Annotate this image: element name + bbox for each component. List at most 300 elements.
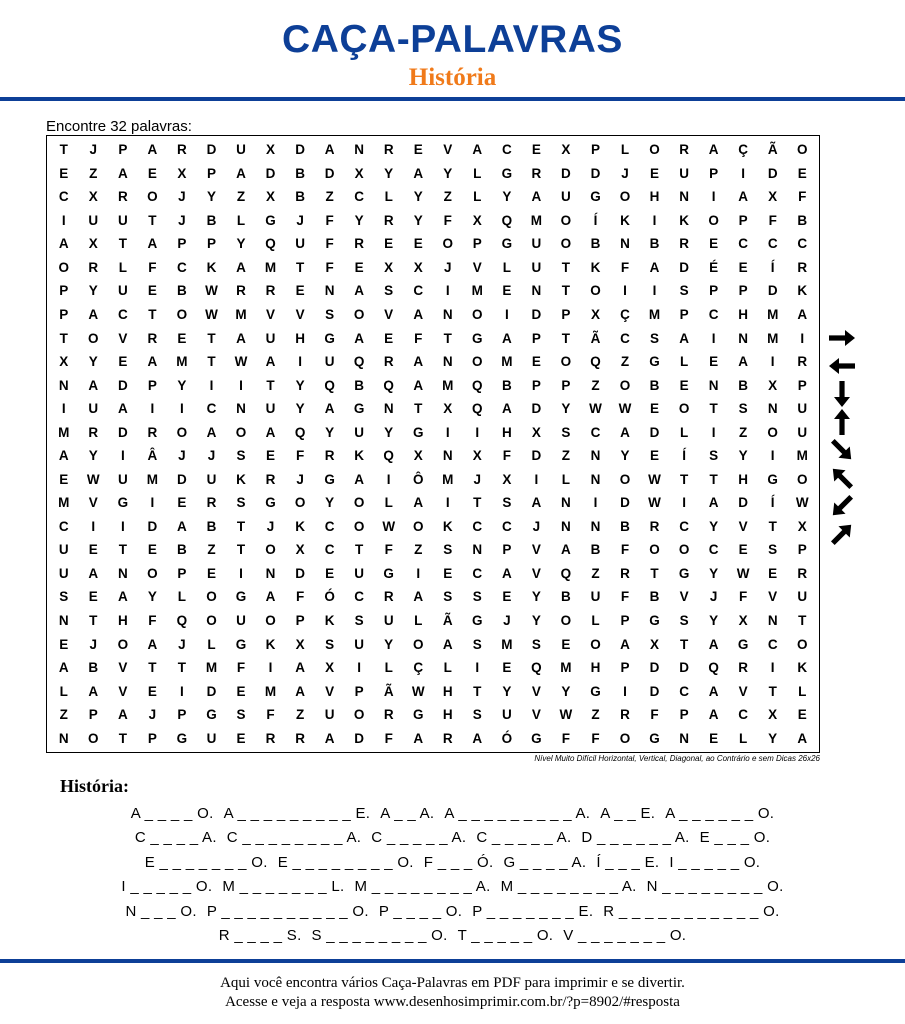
grid-letter[interactable]: Y bbox=[709, 613, 719, 629]
grid-letter[interactable]: A bbox=[88, 377, 99, 393]
grid-letter[interactable]: A bbox=[265, 424, 276, 440]
grid-letter[interactable]: Q bbox=[265, 236, 276, 252]
grid-letter[interactable]: E bbox=[561, 636, 571, 652]
grid-letter[interactable]: P bbox=[679, 307, 689, 323]
grid-letter[interactable]: M bbox=[530, 212, 542, 228]
grid-letter[interactable]: H bbox=[590, 660, 601, 676]
grid-letter[interactable]: C bbox=[354, 189, 365, 205]
grid-letter[interactable]: G bbox=[265, 495, 276, 511]
grid-letter[interactable]: S bbox=[236, 707, 246, 723]
grid-letter[interactable]: B bbox=[295, 165, 305, 181]
grid-letter[interactable]: D bbox=[649, 683, 660, 699]
grid-letter[interactable]: B bbox=[649, 589, 660, 605]
grid-letter[interactable]: X bbox=[88, 236, 98, 252]
grid-letter[interactable]: R bbox=[531, 165, 542, 181]
grid-letter[interactable]: A bbox=[236, 259, 246, 275]
grid-letter[interactable]: A bbox=[413, 589, 424, 605]
grid-letter[interactable]: F bbox=[325, 236, 334, 252]
grid-letter[interactable]: U bbox=[590, 589, 601, 605]
grid-letter[interactable]: A bbox=[708, 707, 719, 723]
grid-letter[interactable]: E bbox=[502, 283, 512, 299]
grid-letter[interactable]: B bbox=[206, 518, 217, 534]
grid-letter[interactable]: F bbox=[561, 730, 571, 746]
grid-letter[interactable]: E bbox=[147, 165, 157, 181]
grid-letter[interactable]: K bbox=[295, 518, 305, 534]
grid-letter[interactable]: O bbox=[796, 142, 808, 158]
grid-letter[interactable]: A bbox=[708, 495, 719, 511]
grid-letter[interactable]: P bbox=[531, 377, 541, 393]
grid-letter[interactable]: I bbox=[741, 165, 746, 181]
grid-letter[interactable]: T bbox=[59, 142, 68, 158]
grid-letter[interactable]: J bbox=[178, 189, 186, 205]
grid-letter[interactable]: T bbox=[118, 542, 127, 558]
grid-letter[interactable]: I bbox=[770, 448, 775, 464]
grid-letter[interactable]: Ã bbox=[767, 142, 778, 158]
grid-letter[interactable]: T bbox=[709, 471, 718, 487]
grid-letter[interactable]: I bbox=[416, 565, 421, 581]
grid-letter[interactable]: T bbox=[148, 212, 157, 228]
grid-letter[interactable]: I bbox=[770, 660, 775, 676]
grid-letter[interactable]: S bbox=[738, 401, 748, 417]
grid-letter[interactable]: V bbox=[679, 589, 689, 605]
grid-letter[interactable]: Y bbox=[561, 683, 571, 699]
grid-letter[interactable]: S bbox=[472, 589, 482, 605]
grid-letter[interactable]: T bbox=[473, 495, 482, 511]
grid-letter[interactable]: G bbox=[265, 212, 276, 228]
grid-letter[interactable]: O bbox=[176, 307, 188, 323]
grid-letter[interactable]: Y bbox=[88, 448, 98, 464]
grid-letter[interactable]: F bbox=[325, 259, 334, 275]
grid-letter[interactable]: A bbox=[708, 683, 719, 699]
grid-letter[interactable]: D bbox=[206, 142, 217, 158]
grid-letter[interactable]: N bbox=[590, 471, 601, 487]
grid-letter[interactable]: R bbox=[88, 424, 99, 440]
grid-letter[interactable]: H bbox=[649, 189, 660, 205]
grid-letter[interactable]: O bbox=[265, 542, 276, 558]
grid-letter[interactable]: S bbox=[325, 307, 335, 323]
grid-letter[interactable]: N bbox=[767, 613, 778, 629]
grid-letter[interactable]: S bbox=[679, 283, 689, 299]
grid-letter[interactable]: T bbox=[207, 330, 216, 346]
grid-letter[interactable]: X bbox=[590, 307, 600, 323]
grid-letter[interactable]: V bbox=[118, 330, 128, 346]
grid-letter[interactable]: X bbox=[443, 401, 453, 417]
grid-letter[interactable]: L bbox=[620, 142, 630, 158]
grid-letter[interactable]: X bbox=[59, 354, 69, 370]
grid-letter[interactable]: E bbox=[797, 707, 807, 723]
grid-letter[interactable]: G bbox=[472, 330, 483, 346]
grid-letter[interactable]: S bbox=[561, 424, 571, 440]
grid-letter[interactable]: A bbox=[265, 354, 276, 370]
grid-letter[interactable]: M bbox=[58, 424, 70, 440]
grid-letter[interactable]: L bbox=[384, 660, 393, 676]
grid-letter[interactable]: X bbox=[650, 636, 660, 652]
grid-letter[interactable]: A bbox=[236, 165, 246, 181]
grid-letter[interactable]: A bbox=[117, 707, 128, 723]
grid-letter[interactable]: W bbox=[589, 401, 602, 417]
grid-letter[interactable]: D bbox=[561, 165, 571, 181]
grid-letter[interactable]: A bbox=[236, 330, 246, 346]
grid-letter[interactable]: Z bbox=[591, 707, 600, 723]
grid-letter[interactable]: R bbox=[738, 660, 749, 676]
grid-letter[interactable]: G bbox=[501, 165, 513, 181]
grid-letter[interactable]: Q bbox=[560, 565, 572, 581]
grid-letter[interactable]: Y bbox=[88, 283, 98, 299]
grid-letter[interactable]: W bbox=[559, 707, 573, 723]
grid-letter[interactable]: R bbox=[620, 707, 630, 723]
grid-letter[interactable]: P bbox=[472, 236, 482, 252]
grid-letter[interactable]: S bbox=[531, 636, 541, 652]
grid-letter[interactable]: E bbox=[118, 354, 128, 370]
grid-letter[interactable]: O bbox=[560, 613, 572, 629]
grid-letter[interactable]: M bbox=[205, 660, 218, 676]
grid-letter[interactable]: V bbox=[88, 495, 98, 511]
grid-letter[interactable]: N bbox=[265, 565, 276, 581]
grid-letter[interactable]: N bbox=[58, 730, 69, 746]
grid-letter[interactable]: E bbox=[325, 565, 335, 581]
grid-letter[interactable]: R bbox=[206, 495, 217, 511]
grid-letter[interactable]: C bbox=[679, 518, 689, 534]
grid-letter[interactable]: D bbox=[679, 259, 689, 275]
grid-letter[interactable]: E bbox=[177, 330, 187, 346]
grid-letter[interactable]: B bbox=[177, 283, 187, 299]
grid-letter[interactable]: O bbox=[206, 589, 217, 605]
grid-letter[interactable]: G bbox=[649, 354, 660, 370]
grid-letter[interactable]: Ô bbox=[412, 471, 424, 487]
grid-letter[interactable]: X bbox=[413, 259, 423, 275]
grid-letter[interactable]: O bbox=[353, 307, 365, 323]
grid-letter[interactable]: J bbox=[178, 448, 186, 464]
grid-letter[interactable]: Y bbox=[295, 377, 305, 393]
grid-letter[interactable]: W bbox=[382, 518, 396, 534]
grid-letter[interactable]: P bbox=[709, 283, 719, 299]
grid-letter[interactable]: S bbox=[679, 613, 689, 629]
grid-letter[interactable]: U bbox=[354, 565, 365, 581]
grid-letter[interactable]: Y bbox=[709, 565, 719, 581]
grid-letter[interactable]: C bbox=[767, 236, 778, 252]
grid-letter[interactable]: A bbox=[501, 565, 512, 581]
grid-letter[interactable]: V bbox=[531, 565, 541, 581]
grid-letter[interactable]: P bbox=[502, 542, 512, 558]
grid-letter[interactable]: P bbox=[738, 212, 748, 228]
grid-letter[interactable]: A bbox=[708, 636, 719, 652]
grid-letter[interactable]: S bbox=[472, 636, 482, 652]
grid-letter[interactable]: Y bbox=[384, 636, 394, 652]
grid-letter[interactable]: O bbox=[442, 236, 454, 252]
grid-letter[interactable]: X bbox=[295, 542, 305, 558]
grid-letter[interactable]: P bbox=[59, 307, 69, 323]
grid-letter[interactable]: E bbox=[413, 142, 423, 158]
grid-letter[interactable]: Z bbox=[561, 448, 571, 464]
grid-letter[interactable]: G bbox=[324, 330, 335, 346]
grid-letter[interactable]: W bbox=[736, 565, 750, 581]
grid-letter[interactable]: U bbox=[354, 424, 365, 440]
grid-letter[interactable]: A bbox=[265, 589, 276, 605]
grid-letter[interactable]: A bbox=[413, 495, 424, 511]
grid-letter[interactable]: L bbox=[414, 613, 423, 629]
grid-letter[interactable]: O bbox=[88, 730, 99, 746]
grid-letter[interactable]: T bbox=[236, 518, 246, 534]
grid-letter[interactable]: E bbox=[531, 142, 541, 158]
grid-letter[interactable]: A bbox=[147, 354, 158, 370]
grid-letter[interactable]: Y bbox=[709, 518, 719, 534]
grid-letter[interactable]: M bbox=[235, 307, 247, 323]
grid-letter[interactable]: R bbox=[383, 589, 394, 605]
grid-letter[interactable]: F bbox=[591, 730, 600, 746]
grid-letter[interactable]: D bbox=[265, 165, 276, 181]
grid-letter[interactable]: T bbox=[355, 542, 364, 558]
grid-letter[interactable]: B bbox=[590, 236, 601, 252]
grid-letter[interactable]: O bbox=[590, 283, 601, 299]
grid-letter[interactable]: A bbox=[58, 448, 69, 464]
grid-letter[interactable]: N bbox=[679, 730, 689, 746]
grid-letter[interactable]: B bbox=[88, 660, 99, 676]
grid-letter[interactable]: S bbox=[325, 636, 335, 652]
grid-letter[interactable]: P bbox=[177, 707, 187, 723]
grid-letter[interactable]: E bbox=[59, 165, 69, 181]
grid-letter[interactable]: E bbox=[502, 660, 512, 676]
grid-letter[interactable]: D bbox=[117, 424, 128, 440]
grid-letter[interactable]: A bbox=[58, 236, 69, 252]
grid-letter[interactable]: T bbox=[561, 330, 571, 346]
grid-letter[interactable]: O bbox=[590, 636, 601, 652]
grid-letter[interactable]: D bbox=[177, 471, 187, 487]
grid-letter[interactable]: N bbox=[354, 142, 365, 158]
grid-letter[interactable]: A bbox=[88, 565, 99, 581]
grid-letter[interactable]: F bbox=[620, 259, 630, 275]
grid-letter[interactable]: O bbox=[353, 495, 365, 511]
grid-letter[interactable]: V bbox=[768, 589, 778, 605]
grid-letter[interactable]: O bbox=[117, 636, 129, 652]
grid-letter[interactable]: G bbox=[649, 613, 660, 629]
grid-letter[interactable]: Y bbox=[443, 165, 453, 181]
grid-letter[interactable]: R bbox=[117, 189, 128, 205]
grid-letter[interactable]: D bbox=[117, 377, 128, 393]
grid-letter[interactable]: C bbox=[58, 518, 69, 534]
grid-letter[interactable]: G bbox=[412, 424, 424, 440]
grid-letter[interactable]: I bbox=[180, 401, 184, 417]
grid-letter[interactable]: Z bbox=[414, 542, 423, 558]
grid-letter[interactable]: P bbox=[561, 307, 571, 323]
grid-letter[interactable]: B bbox=[177, 542, 187, 558]
grid-letter[interactable]: B bbox=[501, 377, 512, 393]
grid-letter[interactable]: S bbox=[236, 495, 246, 511]
grid-letter[interactable]: S bbox=[472, 707, 482, 723]
grid-letter[interactable]: R bbox=[177, 142, 187, 158]
grid-letter[interactable]: P bbox=[797, 542, 807, 558]
grid-letter[interactable]: I bbox=[268, 660, 273, 676]
grid-letter[interactable]: H bbox=[117, 613, 128, 629]
grid-letter[interactable]: Y bbox=[413, 212, 423, 228]
grid-letter[interactable]: E bbox=[266, 448, 276, 464]
grid-letter[interactable]: Ó bbox=[501, 730, 513, 746]
grid-letter[interactable]: U bbox=[236, 613, 246, 629]
grid-letter[interactable]: I bbox=[445, 283, 450, 299]
grid-letter[interactable]: E bbox=[650, 165, 660, 181]
grid-letter[interactable]: X bbox=[472, 448, 482, 464]
grid-letter[interactable]: O bbox=[560, 236, 572, 252]
grid-letter[interactable]: A bbox=[324, 142, 335, 158]
grid-letter[interactable]: E bbox=[88, 542, 98, 558]
grid-letter[interactable]: R bbox=[383, 707, 394, 723]
grid-letter[interactable]: N bbox=[58, 613, 69, 629]
grid-letter[interactable]: I bbox=[209, 377, 214, 393]
grid-letter[interactable]: G bbox=[324, 471, 335, 487]
grid-letter[interactable]: A bbox=[472, 730, 483, 746]
grid-letter[interactable]: C bbox=[708, 307, 719, 323]
grid-letter[interactable]: R bbox=[383, 354, 394, 370]
grid-letter[interactable]: I bbox=[298, 354, 302, 370]
grid-letter[interactable]: A bbox=[147, 636, 158, 652]
grid-letter[interactable]: O bbox=[649, 542, 660, 558]
grid-letter[interactable]: L bbox=[679, 424, 689, 440]
grid-letter[interactable]: V bbox=[531, 542, 541, 558]
grid-letter[interactable]: U bbox=[265, 401, 276, 417]
grid-letter[interactable]: T bbox=[148, 660, 157, 676]
grid-letter[interactable]: G bbox=[590, 683, 601, 699]
grid-letter[interactable]: F bbox=[443, 212, 452, 228]
grid-letter[interactable]: I bbox=[711, 424, 716, 440]
grid-letter[interactable]: Q bbox=[501, 212, 513, 228]
grid-letter[interactable]: O bbox=[767, 424, 778, 440]
grid-letter[interactable]: X bbox=[177, 165, 187, 181]
grid-letter[interactable]: K bbox=[236, 471, 246, 487]
grid-letter[interactable]: M bbox=[264, 259, 277, 275]
grid-letter[interactable]: P bbox=[206, 236, 216, 252]
grid-letter[interactable]: O bbox=[619, 377, 631, 393]
grid-letter[interactable]: P bbox=[59, 283, 69, 299]
grid-letter[interactable]: I bbox=[150, 495, 155, 511]
grid-letter[interactable]: H bbox=[738, 307, 749, 323]
grid-letter[interactable]: T bbox=[561, 283, 571, 299]
grid-letter[interactable]: F bbox=[236, 660, 246, 676]
grid-letter[interactable]: V bbox=[531, 683, 541, 699]
grid-letter[interactable]: B bbox=[561, 589, 571, 605]
grid-letter[interactable]: P bbox=[147, 730, 157, 746]
grid-letter[interactable]: P bbox=[354, 683, 364, 699]
grid-letter[interactable]: Y bbox=[88, 354, 98, 370]
grid-letter[interactable]: E bbox=[531, 354, 541, 370]
grid-letter[interactable]: M bbox=[796, 448, 808, 464]
grid-letter[interactable]: Z bbox=[236, 189, 246, 205]
grid-letter[interactable]: B bbox=[295, 189, 305, 205]
grid-letter[interactable]: T bbox=[561, 259, 571, 275]
grid-letter[interactable]: G bbox=[649, 730, 660, 746]
grid-letter[interactable]: I bbox=[475, 424, 480, 440]
grid-letter[interactable]: U bbox=[206, 730, 217, 746]
grid-letter[interactable]: I bbox=[239, 377, 243, 393]
grid-letter[interactable]: S bbox=[59, 589, 69, 605]
grid-letter[interactable]: U bbox=[531, 236, 542, 252]
grid-letter[interactable]: O bbox=[412, 636, 424, 652]
grid-letter[interactable]: M bbox=[767, 307, 779, 323]
grid-letter[interactable]: N bbox=[620, 236, 630, 252]
grid-letter[interactable]: V bbox=[443, 142, 453, 158]
grid-letter[interactable]: D bbox=[324, 165, 335, 181]
grid-letter[interactable]: Y bbox=[354, 212, 364, 228]
grid-letter[interactable]: A bbox=[147, 236, 158, 252]
grid-letter[interactable]: Z bbox=[443, 189, 452, 205]
grid-letter[interactable]: I bbox=[445, 424, 450, 440]
grid-letter[interactable]: K bbox=[265, 636, 276, 652]
grid-letter[interactable]: A bbox=[620, 636, 630, 652]
grid-letter[interactable]: A bbox=[531, 189, 542, 205]
grid-letter[interactable]: J bbox=[503, 613, 511, 629]
grid-letter[interactable]: R bbox=[88, 259, 99, 275]
grid-letter[interactable]: W bbox=[205, 283, 218, 299]
grid-letter[interactable]: I bbox=[120, 518, 125, 534]
grid-letter[interactable]: C bbox=[738, 707, 749, 723]
grid-letter[interactable]: D bbox=[295, 142, 305, 158]
grid-letter[interactable]: H bbox=[442, 707, 453, 723]
grid-letter[interactable]: F bbox=[295, 448, 305, 464]
grid-letter[interactable]: A bbox=[117, 589, 128, 605]
grid-letter[interactable]: A bbox=[206, 424, 217, 440]
grid-letter[interactable]: R bbox=[265, 471, 276, 487]
grid-letter[interactable]: I bbox=[239, 565, 243, 581]
grid-letter[interactable]: B bbox=[590, 542, 601, 558]
grid-letter[interactable]: E bbox=[147, 283, 157, 299]
grid-letter[interactable]: E bbox=[797, 165, 807, 181]
grid-letter[interactable]: I bbox=[91, 518, 96, 534]
grid-letter[interactable]: F bbox=[502, 448, 511, 464]
grid-letter[interactable]: G bbox=[206, 707, 217, 723]
grid-letter[interactable]: U bbox=[383, 613, 394, 629]
grid-letter[interactable]: A bbox=[413, 377, 424, 393]
grid-letter[interactable]: A bbox=[413, 165, 424, 181]
grid-letter[interactable]: C bbox=[177, 259, 187, 275]
grid-letter[interactable]: C bbox=[501, 142, 512, 158]
grid-letter[interactable]: M bbox=[442, 377, 454, 393]
grid-letter[interactable]: U bbox=[797, 401, 808, 417]
grid-letter[interactable]: F bbox=[620, 589, 630, 605]
grid-letter[interactable]: O bbox=[649, 142, 660, 158]
grid-letter[interactable]: O bbox=[560, 354, 572, 370]
grid-letter[interactable]: K bbox=[442, 518, 453, 534]
grid-letter[interactable]: T bbox=[414, 401, 423, 417]
grid-letter[interactable]: C bbox=[738, 236, 749, 252]
grid-letter[interactable]: E bbox=[738, 259, 748, 275]
grid-letter[interactable]: R bbox=[679, 236, 689, 252]
grid-letter[interactable]: D bbox=[679, 660, 689, 676]
grid-letter[interactable]: E bbox=[443, 565, 453, 581]
grid-letter[interactable]: C bbox=[413, 283, 424, 299]
grid-letter[interactable]: T bbox=[768, 518, 777, 534]
grid-letter[interactable]: M bbox=[767, 330, 779, 346]
grid-letter[interactable]: N bbox=[442, 354, 453, 370]
grid-letter[interactable]: L bbox=[177, 589, 187, 605]
grid-letter[interactable]: L bbox=[473, 189, 482, 205]
grid-letter[interactable]: P bbox=[206, 165, 216, 181]
grid-letter[interactable]: N bbox=[58, 377, 69, 393]
grid-letter[interactable]: R bbox=[442, 730, 453, 746]
grid-letter[interactable]: X bbox=[88, 189, 98, 205]
grid-letter[interactable]: H bbox=[442, 683, 453, 699]
grid-letter[interactable]: R bbox=[147, 330, 158, 346]
grid-letter[interactable]: A bbox=[295, 660, 305, 676]
grid-letter[interactable]: I bbox=[180, 683, 184, 699]
grid-letter[interactable]: A bbox=[354, 471, 365, 487]
grid-letter[interactable]: Ã bbox=[442, 613, 453, 629]
grid-letter[interactable]: D bbox=[531, 448, 542, 464]
grid-letter[interactable]: L bbox=[739, 730, 748, 746]
grid-letter[interactable]: I bbox=[61, 212, 66, 228]
grid-letter[interactable]: Q bbox=[472, 377, 483, 393]
grid-letter[interactable]: G bbox=[531, 730, 542, 746]
grid-letter[interactable]: J bbox=[709, 589, 718, 605]
grid-letter[interactable]: T bbox=[266, 377, 275, 393]
grid-letter[interactable]: E bbox=[177, 495, 187, 511]
